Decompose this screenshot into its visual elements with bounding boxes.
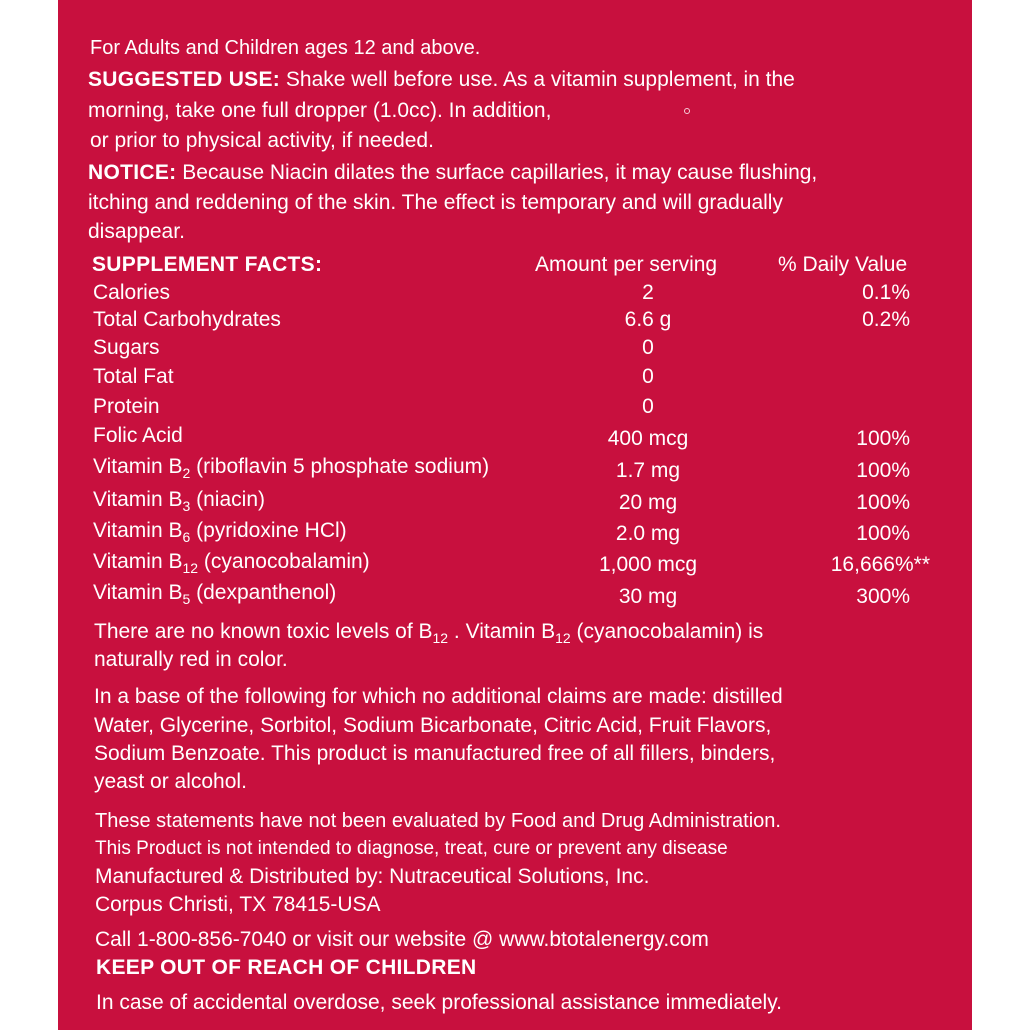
nutrient-subscript: 12 xyxy=(182,560,199,576)
nutrient-name-detail: (pyridoxine HCl) xyxy=(190,519,347,542)
fda-line-2: This Product is not intended to diagnose, treat, cure or prevent any disease xyxy=(95,838,728,859)
notice-line-3: disappear. xyxy=(88,220,185,243)
nutrient-name-detail: (riboflavin 5 phosphate sodium) xyxy=(190,455,490,478)
base-line-2: Water, Glycerine, Sorbitol, Sodium Bicarbonate, Citric Acid, Fruit Flavors, xyxy=(94,714,772,737)
toxic-text-part-2: . Vitamin B xyxy=(448,620,556,643)
toxic-text-part-3: (cyanocobalamin) is xyxy=(570,620,764,643)
label-panel xyxy=(58,0,972,1030)
nutrient-amount: 2.0 mg xyxy=(615,522,681,545)
base-line-4: yeast or alcohol. xyxy=(94,770,247,793)
amount-column-header: Amount per serving xyxy=(535,253,718,276)
nutrient-subscript: 2 xyxy=(182,465,191,481)
nutrient-amount: 2 xyxy=(642,281,654,304)
toxic-subscript-1: 12 xyxy=(432,630,449,646)
supplement-facts-heading: SUPPLEMENT FACTS: xyxy=(92,253,323,276)
nutrient-daily-value: 0.2% xyxy=(862,308,910,331)
nutrient-name xyxy=(93,335,160,361)
nutrient-daily-value: 100% xyxy=(856,522,910,545)
nutrient-amount: 0 xyxy=(642,395,654,418)
notice-line-1 xyxy=(88,160,817,186)
toxic-levels-line-2: naturally red in color. xyxy=(94,648,288,671)
nutrient-name xyxy=(93,280,170,306)
nutrient-name xyxy=(93,518,347,544)
nutrient-name xyxy=(93,423,183,449)
nutrient-daily-value: 0.1% xyxy=(862,281,910,304)
suggested-use-text-1: Shake well before use. As a vitamin supplement, in the xyxy=(285,68,795,91)
manufacturer-line-1: Manufactured & Distributed by: Nutraceutical Solutions, Inc. xyxy=(95,865,650,888)
nutrient-amount: 20 mg xyxy=(618,491,678,514)
nutrient-name-text: Total Carbohydrates xyxy=(93,308,281,331)
intro-text: For Adults and Children ages 12 and above. xyxy=(90,37,481,59)
nutrient-name-detail: (cyanocobalamin) xyxy=(198,550,370,573)
toxic-text-part-1: There are no known toxic levels of B xyxy=(94,620,433,643)
nutrient-amount: 6.6 g xyxy=(624,308,672,331)
nutrient-name-text: Protein xyxy=(93,395,160,418)
nutrient-name xyxy=(93,394,160,420)
nutrient-subscript: 5 xyxy=(182,591,191,607)
nutrient-amount: 1.7 mg xyxy=(615,459,681,482)
nutrient-daily-value: 100% xyxy=(856,427,910,450)
nutrient-name-text: Calories xyxy=(93,281,171,304)
nutrient-amount: 0 xyxy=(642,365,654,388)
nutrient-name xyxy=(93,307,281,333)
manufacturer-address: Corpus Christi, TX 78415-USA xyxy=(95,893,381,916)
suggested-use-line-1 xyxy=(88,67,795,93)
nutrient-name xyxy=(93,549,370,575)
nutrient-daily-value: 100% xyxy=(856,459,910,482)
notice-heading: NOTICE: xyxy=(88,161,177,184)
nutrient-amount: 1,000 mcg xyxy=(598,553,698,576)
nutrient-amount: 400 mcg xyxy=(607,427,689,450)
nutrient-name-text: Vitamin B xyxy=(93,455,183,478)
nutrient-name-text: Vitamin B xyxy=(93,581,183,604)
notice-text-1: Because Niacin dilates the surface capillaries, it may cause flushing, xyxy=(182,161,818,184)
nutrient-amount: 0 xyxy=(642,336,654,359)
daily-value-column-header: % Daily Value xyxy=(778,253,908,276)
suggested-use-line-2: morning, take one full dropper (1.0cc). In addition, xyxy=(88,99,552,122)
base-line-3: Sodium Benzoate. This product is manufactured free of all fillers, binders, xyxy=(94,742,776,765)
nutrient-daily-value: 100% xyxy=(856,491,910,514)
nutrient-name-text: Vitamin B xyxy=(93,550,183,573)
base-line-1: In a base of the following for which no additional claims are made: distilled xyxy=(94,685,783,708)
nutrient-name xyxy=(93,364,174,390)
nutrient-name-text: Vitamin B xyxy=(93,519,183,542)
nutrient-name-detail: (niacin) xyxy=(190,488,265,511)
notice-line-2: itching and reddening of the skin. The effect is temporary and will gradually xyxy=(88,191,783,214)
nutrient-name-text: Sugars xyxy=(93,336,160,359)
suggested-use-heading: SUGGESTED USE: xyxy=(88,68,281,91)
fda-line-1: These statements have not been evaluated by Food and Drug Administration. xyxy=(95,810,781,832)
toxic-subscript-2: 12 xyxy=(555,630,571,646)
nutrient-subscript: 3 xyxy=(182,498,191,514)
nutrient-name xyxy=(93,454,489,480)
nutrient-name-detail: (dexpanthenol) xyxy=(190,581,337,604)
toxic-levels-line-1 xyxy=(94,619,763,645)
nutrient-name-text: Vitamin B xyxy=(93,488,183,511)
decorative-dot xyxy=(684,108,690,114)
nutrient-subscript: 6 xyxy=(182,529,191,545)
nutrient-name-text: Total Fat xyxy=(93,365,174,388)
contact-line: Call 1-800-856-7040 or visit our website @ www.btotalenergy.com xyxy=(95,928,709,951)
nutrient-daily-value: 300% xyxy=(856,585,910,608)
nutrient-daily-value: 16,666%** xyxy=(830,553,930,576)
nutrient-name-text: Folic Acid xyxy=(93,424,183,447)
overdose-warning: In case of accidental overdose, seek professional assistance immediately. xyxy=(96,991,782,1014)
nutrient-name xyxy=(93,580,336,606)
nutrient-name xyxy=(93,487,265,513)
suggested-use-line-3: or prior to physical activity, if needed. xyxy=(90,129,434,152)
keep-out-of-reach-warning: KEEP OUT OF REACH OF CHILDREN xyxy=(96,956,477,979)
nutrient-amount: 30 mg xyxy=(618,585,678,608)
